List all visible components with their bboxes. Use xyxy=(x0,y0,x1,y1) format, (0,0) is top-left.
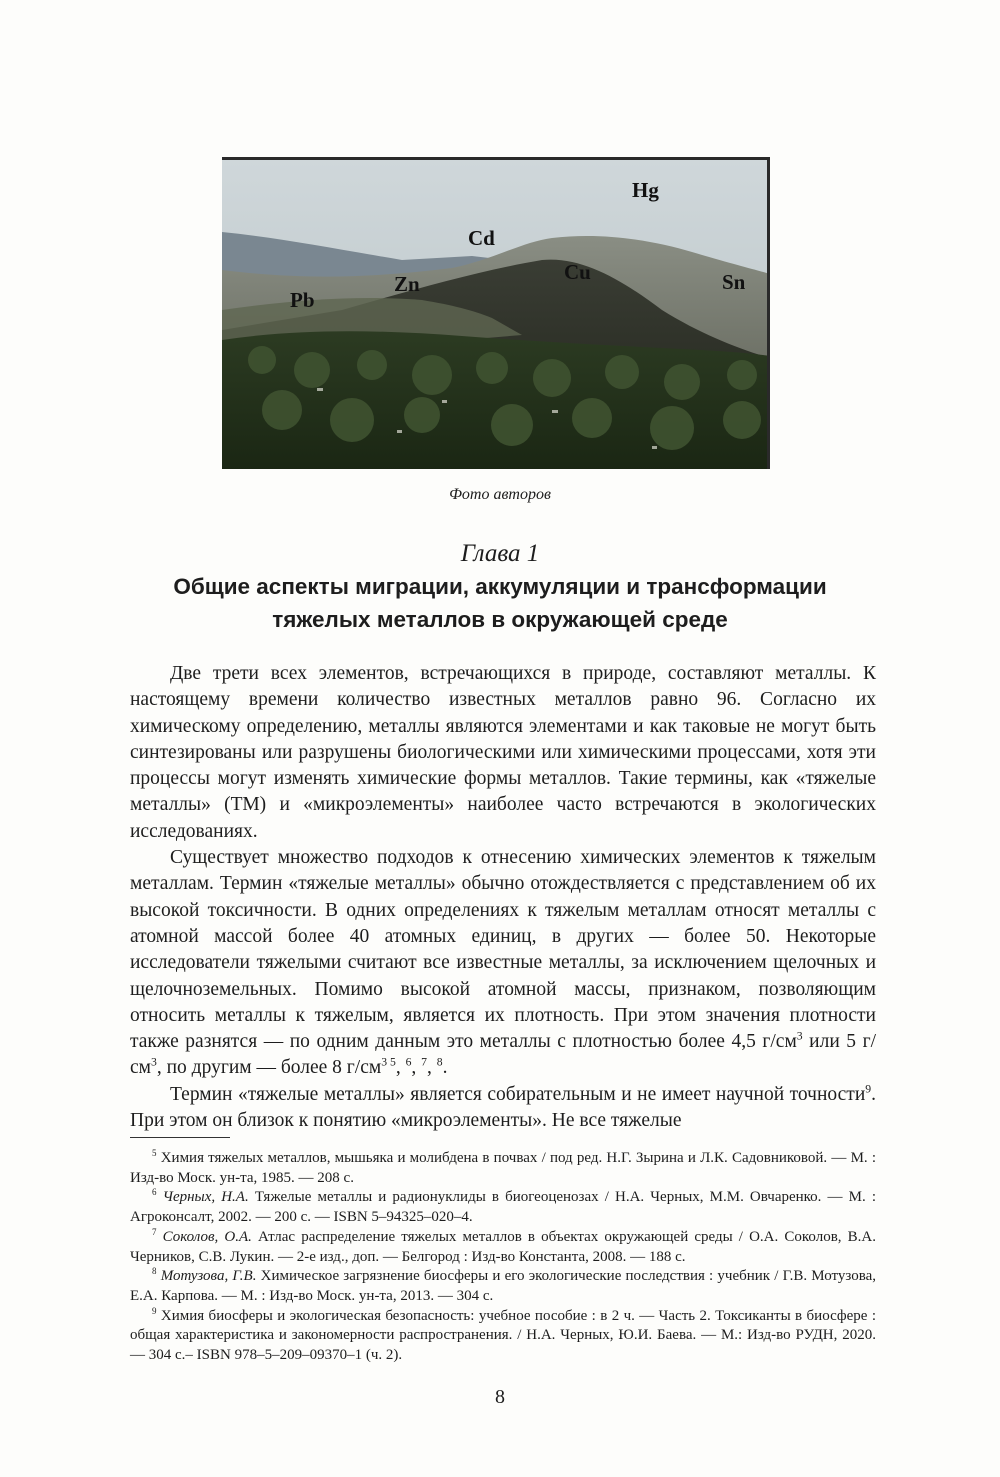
label-cd: Cd xyxy=(468,226,495,250)
label-pb: Pb xyxy=(290,288,315,312)
chapter-label: Глава 1 xyxy=(460,540,540,567)
volcano-photo xyxy=(222,157,770,469)
footnote: $^7$ Соколов, О.А. Атлас распределение тяжелых металлов в объектах окружающей среды / О.А. Соколов, В.А. Черников, С.В. Лукин. — 2-е изд., доп. — Белгород : Изд-во Константа, 2008. — 188 с. xyxy=(130,1226,876,1265)
footnote: $^6$ Черных, Н.А. Тяжелые металлы и радионуклиды в биогеоценозах / Н.А. Черных, М.М. Овчаренко. — М. : Агроконсалт, 2002. — 200 с. — ISBN 5–94325–020–4. xyxy=(130,1187,877,1226)
body-text xyxy=(130,661,876,1134)
paragraph-1: Две трети всех элементов, встречающихся в природе, составляют металлы. К настоящему времени количество известных металлов равно 96. Согласно их химическому определению, металлы являются элементами и как таковые не могут быть синтезированы или разрушены биологическими или химическими процессами, хотя эти процессы могут изменять химические формы металлов. Такие термины, как «тяжелые металлы» (ТМ) и «микроэлементы» наиболее часто встречаются в экологических исследованиях. xyxy=(130,663,876,842)
photo-caption: Фото авторов xyxy=(449,486,551,503)
footnote-separator xyxy=(130,1137,230,1138)
chapter-title xyxy=(120,570,880,636)
footnote: $^9$ Химия биосферы и экологическая безопасность: учебное пособие : в 2 ч. — Часть 2. Токсиканты в биосфере : общая характеристика и закономерности распространения. / Н.А. Черных, Ю.И. Баева. — М.: Изд-во РУДН, 2020. — 304 с.– ISBN 978–5–209–09370–1 (ч. 2). xyxy=(130,1305,876,1364)
page-number: 8 xyxy=(495,1386,505,1408)
chapter-title-line-2: тяжелых металлов в окружающей среде xyxy=(272,607,728,632)
volcano-landscape-image xyxy=(222,160,770,469)
label-zn: Zn xyxy=(394,272,420,296)
label-cu: Cu xyxy=(564,260,591,284)
paragraph-2: Существует множество подходов к отнесению химических элементов к тяжелым металлам. Термин «тяжелые металлы» обычно отождествляется с представлением об их высокой токсичности. В одних определениях к тяжелым металлам относят металлы с атомной массой более 40 атомных единиц, в других — более 50. Некоторые исследователи тяжелыми считают все известные металлы, за исключением щелочных и щелочноземельных. Помимо высокой атомной массы, признаком, позволяющим относить металлы к тяжелым, является их плотность. При этом значения плотности также разнятся — по одним данным это металлы с плотностью более 4,5 $г/см^3$ или 5 $г/см^3$, по другим — более 8 $г/см^{3 5}$, $^6$, $^7$, $^8$. xyxy=(130,847,876,1079)
footnote: $^8$ Мотузова, Г.В. Химическое загрязнение биосферы и его экологические последствия : учебник / Г.В. Мотузова, Е.А. Карпова. — М. : Изд-во Моск. ун-та, 2013. — 304 с. xyxy=(130,1266,877,1304)
chapter-title-line-1: Общие аспекты миграции, аккумуляции и трансформации xyxy=(173,574,827,599)
paragraph-3: Термин «тяжелые металлы» является собирательным и не имеет научной точности$^9$. При этом он близок к понятию «микроэлементы». Не все тяжелые xyxy=(130,1082,876,1132)
label-sn: Sn xyxy=(722,270,746,294)
label-hg: Hg xyxy=(632,178,659,202)
footnote: $^5$ Химия тяжелых металлов, мышьяка и молибдена в почвах / под ред. Н.Г. Зырина и Л.К. Садовниковой. — М. : Изд-во Моск. ун-та, 1985. — 208 с. xyxy=(130,1148,877,1186)
footnotes xyxy=(130,1149,876,1366)
